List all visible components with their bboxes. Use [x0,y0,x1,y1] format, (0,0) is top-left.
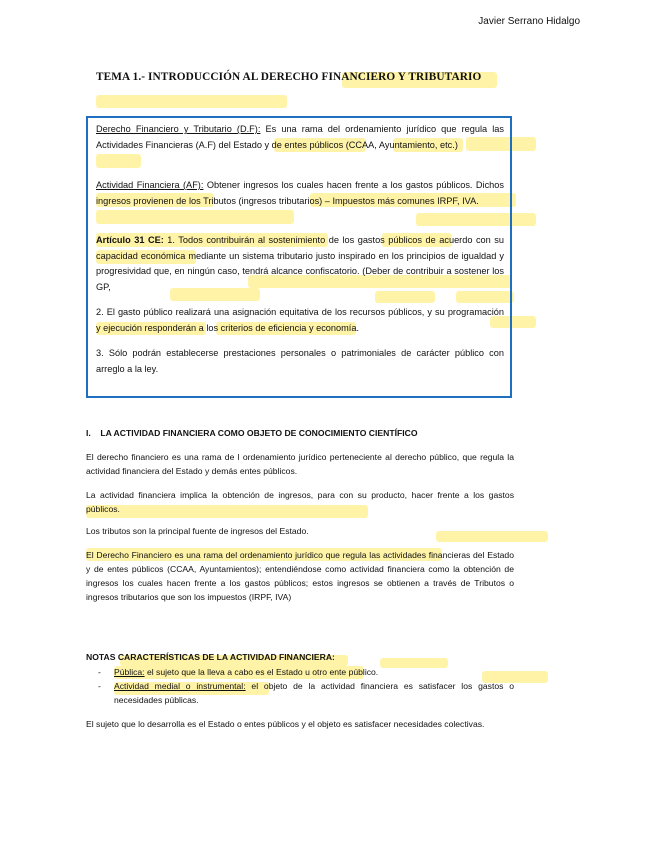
note-text: el objeto de la actividad financiera es satisfacer los gastos o necesidades públicas. [114,681,515,705]
notes-list [86,665,514,707]
article-31-point-2 [96,305,504,336]
term-actividad-financiera: Actividad Financiera (AF): [96,180,204,190]
author-name: Javier Serrano Hidalgo [478,16,580,27]
note-term: Pública: [114,667,145,677]
section-paragraph: Los tributos son la principal fuente de ingresos del Estado. [86,526,309,536]
section-heading: I. LA ACTIVIDAD FINANCIERA COMO OBJETO DE CONOCIMIENTO CIENTÍFICO [86,428,418,438]
article-31-point-3 [96,346,504,377]
note-term: Actividad medial o instrumental: [114,681,246,691]
list-item [86,679,514,707]
definition-actividad-financiera [96,178,504,209]
closing-paragraph: El sujeto que lo desarrolla es el Estado o entes públicos y el objeto es satisfacer necesidades colectivas. [86,719,485,729]
section-paragraph: El derecho financiero es una rama de l ordenamiento jurídico perteneciente al derecho público, que regula la actividad financiera del Estado y demás entes públicos. [86,452,514,476]
list-item [86,665,514,679]
term-derecho-financiero: Derecho Financiero y Tributario (D.F): [96,124,261,134]
definition-text: Es una rama del ordenamiento jurídico que regula las Actividades Financieras (A.F) del Estado y de entes públicos (CCAA, Ayuntamiento, etc.) [96,124,504,150]
notes-heading: NOTAS CARACTERÍSTICAS DE LA ACTIVIDAD FINANCIERA: [86,652,335,662]
highlight-mark [96,95,287,108]
article-label: Artículo 31 CE: [96,235,164,245]
note-text: el sujeto que la lleva a cabo es el Estado u otro ente público. [144,667,379,677]
definition-derecho-financiero [96,122,504,153]
article-text: 2. El gasto público realizará una asignación equitativa de los recursos públicos, y su programación y ejecución responderán a los criterios de eficiencia y economía. [96,307,504,333]
section-paragraph: El Derecho Financiero es una rama del ordenamiento jurídico que regula las actividades financieras del Estado y de entes públicos (CCAA, Ayuntamientos); entendiéndose como actividad financiera como la obtención de ingresos los cuales hacen frente a los gastos públicos; estos ingresos se obtienen a través de Tributos o ingresos tributarios que son los impuestos (IRPF, IVA) [86,550,514,602]
article-text: 3. Sólo podrán establecerse prestaciones personales o patrimoniales de carácter público con arreglo a la ley. [96,348,504,374]
article-text: 1. Todos contribuirán al sostenimiento de los gastos públicos de acuerdo con su capacidad económica mediante un sistema tributario justo inspirado en los principios de igualdad y progresividad que, en ningún caso, tendrá alcance confiscatorio. (Deber de contribuir a sostener los GP, [96,235,504,292]
article-31-ce [96,233,504,295]
section-paragraph: La actividad financiera implica la obtención de ingresos, para con su producto, hacer frente a los gastos públicos. [86,490,514,514]
definition-text: Obtener ingresos los cuales hacen frente a los gastos públicos. Dichos ingresos provienen de los Tributos (ingresos tributarios) – Impuestos más comunes IRPF, IVA. [96,180,504,206]
page-title: TEMA 1.- INTRODUCCIÓN AL DERECHO FINANCIERO Y TRIBUTARIO [96,71,482,83]
